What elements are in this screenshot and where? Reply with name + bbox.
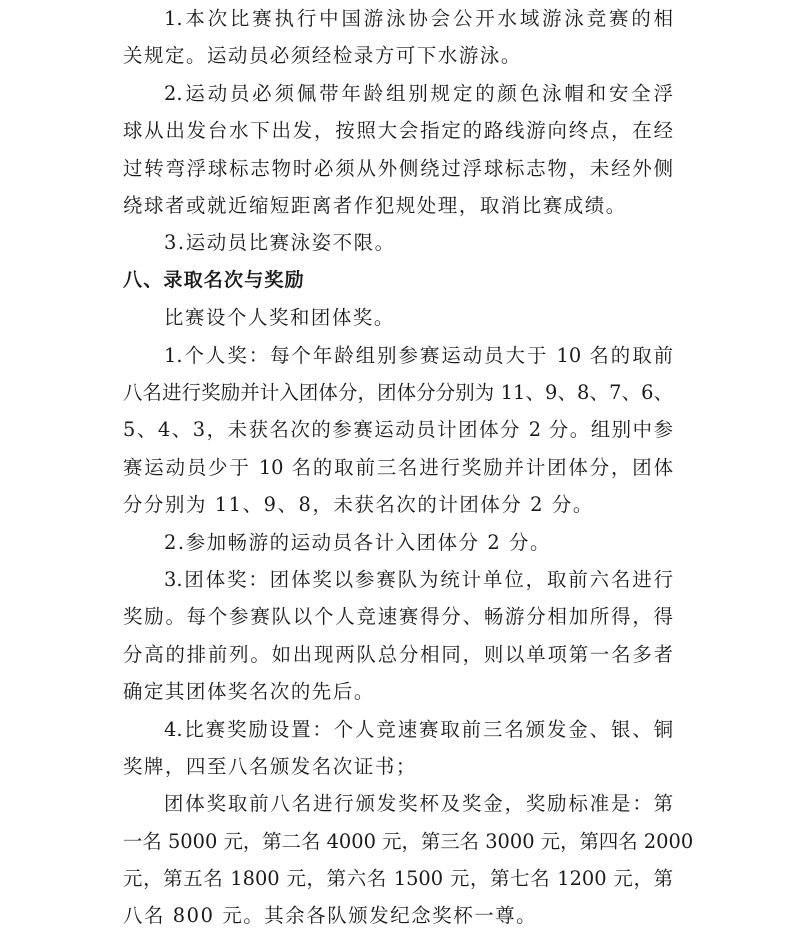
- section-heading: 八、录取名次与奖励: [123, 269, 305, 291]
- rule-2-line-1: 2.运动员必须佩带年龄组别规定的颜色泳帽和安全浮: [164, 82, 673, 105]
- rule-2-line-4: 绕球者或就近缩短距离者作犯规处理，取消比赛成绩。: [123, 194, 627, 217]
- award-1-line-4: 赛运动员少于 10 名的取前三名进行奖励并计团体分，团体: [123, 456, 673, 479]
- award-1-line-1: 1.个人奖：每个年龄组别参赛运动员大于 10 名的取前: [164, 344, 673, 367]
- rule-2-line-3: 过转弯浮球标志物时必须从外侧绕过浮球标志物，未经外侧: [123, 157, 673, 180]
- award-1-line-2: 八名进行奖励并计入团体分，团体分分别为 11、9、8、7、6、: [123, 381, 673, 404]
- award-3-line-4: 确定其团体奖名次的先后。: [123, 680, 375, 703]
- award-4-line-2: 奖牌，四至八名颁发名次证书；: [123, 755, 417, 778]
- award-3-line-2: 奖励。每个参赛队以个人竞速赛得分、畅游分相加所得，得: [123, 605, 673, 628]
- award-3-line-1: 3.团体奖：团体奖以参赛队为统计单位，取前六名进行: [164, 568, 673, 591]
- award-1-line-5: 分分别为 11、9、8，未获名次的计团体分 2 分。: [123, 493, 594, 516]
- team-award-line-1: 团体奖取前八名进行颁发奖杯及奖金，奖励标准是：第: [164, 792, 673, 815]
- rule-3-line-1: 3.运动员比赛泳姿不限。: [164, 231, 396, 254]
- team-award-line-2: 一名 5000 元，第二名 4000 元，第三名 3000 元，第四名 2000: [123, 830, 694, 853]
- rule-1-line-1: 1.本次比赛执行中国游泳协会公开水域游泳竞赛的相: [164, 7, 673, 30]
- award-intro: 比赛设个人奖和团体奖。: [164, 306, 395, 329]
- rule-2-line-2: 球从出发台水下出发，按照大会指定的路线游向终点，在经: [123, 119, 673, 142]
- award-2-line-1: 2.参加畅游的运动员各计入团体分 2 分。: [164, 531, 552, 554]
- award-4-line-1: 4.比赛奖励设置：个人竞速赛取前三名颁发金、银、铜: [164, 718, 673, 741]
- team-award-line-3: 元，第五名 1800 元，第六名 1500 元，第七名 1200 元，第: [123, 867, 673, 890]
- rule-1-line-2: 关规定。运动员必须经检录方可下水游泳。: [123, 44, 522, 67]
- award-3-line-3: 分高的排前列。如出现两队总分相同，则以单项第一名多者: [123, 643, 673, 666]
- award-1-line-3: 5、4、3，未获名次的参赛运动员计团体分 2 分。组别中参: [123, 418, 673, 441]
- team-award-line-4: 八名 800 元。其余各队颁发纪念奖杯一尊。: [123, 904, 538, 927]
